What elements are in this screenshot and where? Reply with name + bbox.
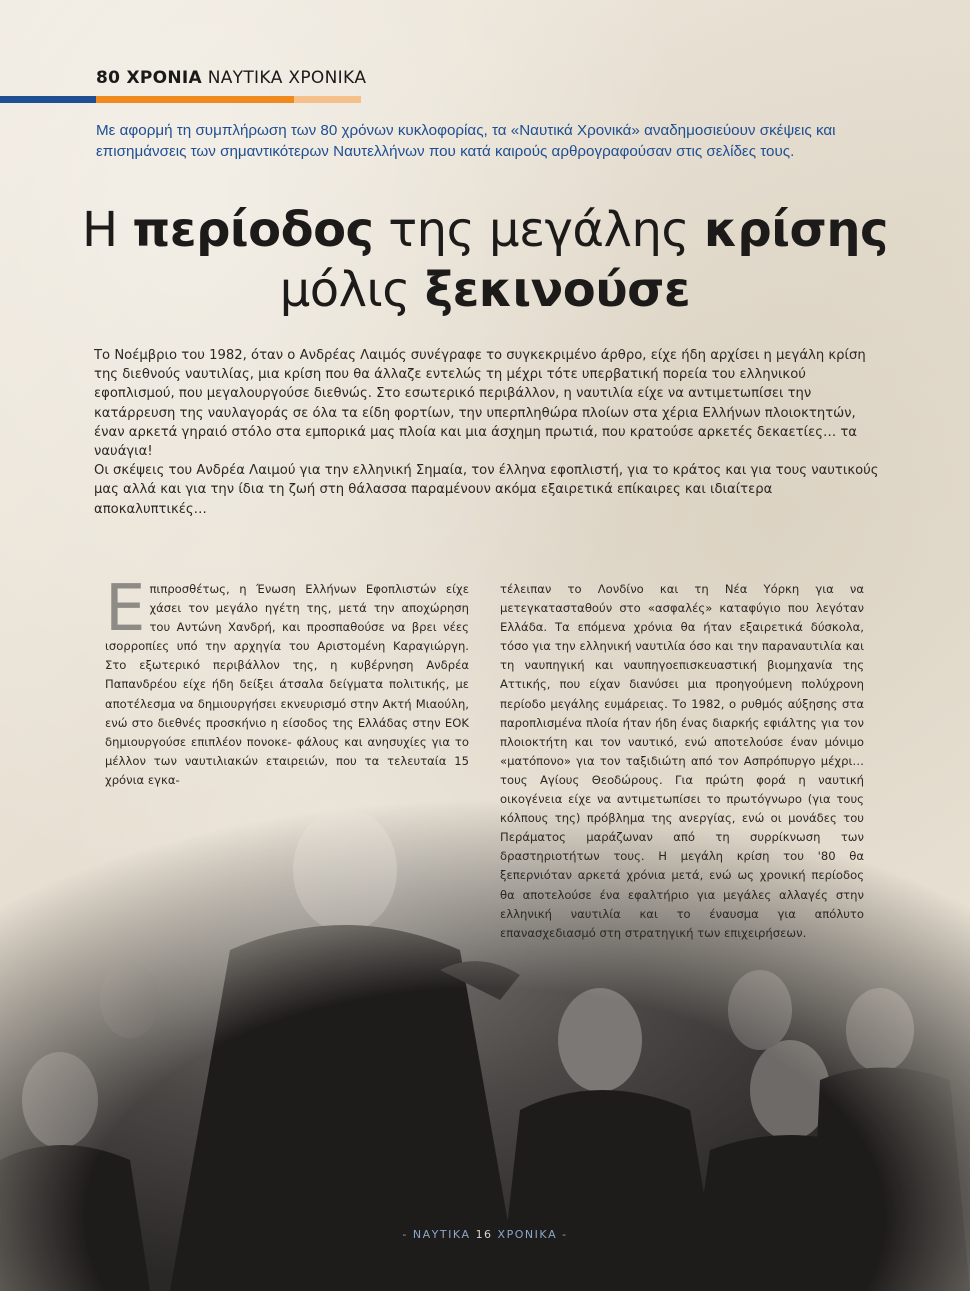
page-number: 16 xyxy=(475,1228,493,1241)
section-label xyxy=(96,68,366,88)
body-column-right: τέλειπαν το Λονδίνο και τη Νέα Υόρκη για να μετεγκατασταθούν στο «ασφαλές» καταφύγιο που λεγόταν Ελλάδα. Τα επόμενα χρόνια θα ήταν εξαιρετικά δύσκολα, τόσο για την ελληνική ναυτιλία όσο και την παραναυτιλία και τη ναυπηγική και ναυπηγοεπισκευαστική βιομηχανία της Αττικής, που είχαν διανύσει μια προηγούμενη πολύχρονη περίοδο μεγάλης ευμάρειας. Το 1982, ο ρυθμός αύξησης στα παροπλισμένα πλοία ήταν ήδη ένας διαρκής εφιάλτης για τον πλοιοκτήτη και τον ναυτικό, ενώ αποτελούσε έναν μόνιμο «ματόπονο» για τον ταξιδιώτη από τον Ασπρόπυργο μέχρι… τους Αγίους Θεοδώρους. Για πρώτη φορά η ναυτική οικογένεια είχε να αντιμετωπίσει το πρωτόγνωρο (για τους κόλπους της) πρόβλημα της ανεργίας, ενώ οι μονάδες του Περάματος μαράζωναν από τη συρρίκνωση των δραστηριοτήτων τους. Η μεγάλη κρίση του '80 θα ξεπερνιόταν αρκετά χρόνια μετά, ενώ ως χρονική περίοδος θα αποτελούσε ένα εφαλτήριο για μεγάλες αλλαγές στην ελληνική ναυτιλία και το έναυσμα για απόλυτο επανασχεδιασμό στη στρατηγική των επιχειρήσεων. xyxy=(500,582,864,940)
intro-text: Με αφορμή τη συμπλήρωση των 80 χρόνων κυκλοφορίας, τα «Ναυτικά Χρονικά» αναδημοσιεύουν σκέψεις και επισημάνσεις των σημαντικότερων Ναυτελλήνων που κατά καιρούς αρθρογραφούσαν στις σελίδες τους. xyxy=(96,122,836,160)
person-silhouette xyxy=(558,988,642,1092)
page-footer xyxy=(0,1228,970,1241)
person-silhouette xyxy=(293,808,397,932)
body-column-left xyxy=(105,572,469,790)
title-word: της μεγάλης xyxy=(373,202,704,258)
title-word-bold: ξεκινούσε xyxy=(424,262,691,318)
footer-left: - ΝΑΥΤΙΚΑ xyxy=(402,1228,476,1241)
dropcap: Ε xyxy=(105,572,146,646)
article-title xyxy=(0,200,970,320)
person-silhouette xyxy=(22,1052,98,1148)
section-label-rest: ΝΑΥΤΙΚΑ ΧΡΟΝΙΚΑ xyxy=(202,68,367,88)
section-label-bold: 80 ΧΡΟΝΙΑ xyxy=(96,68,203,88)
footer-right: ΧΡΟΝΙΚΑ - xyxy=(492,1228,568,1241)
person-silhouette xyxy=(500,1090,720,1291)
title-word-bold: κρίσης xyxy=(703,202,888,258)
title-word-bold: περίοδος xyxy=(132,202,374,258)
body-left-text: πιπροσθέτως, η Ένωση Ελλήνων Εφοπλιστών είχε χάσει τον μεγάλο ηγέτη της, μετά την αποχώρηση του Αντώνη Χανδρή, και προσπαθούσε να βρει νέες ισορροπίες υπό την αρχηγία του Αριστομένη Καραγιώργη. Στο εξωτερικό περιβάλλον της, η κυβέρνηση Ανδρέα Παπανδρέου είχε ήδη δείξει άτσαλα δείγματα πολιτικής, με αποτέλεσμα να δημιουργήσει εκνευρισμό στην Ακτή Μιαούλη, ενώ στο διεθνές προσκήνιο η είσοδος της Ελλάδας στην ΕΟΚ δημιουργούσε επιπλέον πονοκε- φάλους και ανησυχίες για το μέλλον των ναυτιλιακών εταιρειών, που τα τελευταία 15 χρόνια εγκα- xyxy=(105,582,469,787)
header-rule-orange xyxy=(96,96,294,103)
person-silhouette xyxy=(728,970,792,1050)
person-silhouette xyxy=(810,1068,970,1291)
header-rule-blue xyxy=(0,96,96,103)
person-silhouette xyxy=(846,988,914,1072)
lead-paragraph-1: Το Νοέμβριο του 1982, όταν ο Ανδρέας Λαιμός συνέγραφε το συγκεκριμένο άρθρο, είχε ήδη αρχίσει η μεγάλη κρίση της διεθνούς ναυτιλίας, μια κρίση που θα άλλαζε εντελώς τη μέχρι τότε υπερβατική πορεία του ελληνικού εφοπλισμού, που μεγαλουργούσε διεθνώς. Στο εσωτερικό περιβάλλον, η ναυτιλία είχε να αντιμετωπίσει την κατάρρευση της ναυλαγοράς σε όλα τα είδη φορτίων, την υπερπληθώρα πλοίων στα χέρια Ελλήνων πλοιοκτητών, έναν αρκετά γηραιό στόλο στα εμπορικά μας πλοία και μια άσχημη πρωτιά, που κρατούσε αρκετές δεκαετίες… τα ναυάγια! xyxy=(94,348,866,460)
title-word: Η xyxy=(82,202,133,258)
title-word: μόλις xyxy=(279,262,425,318)
header-rule-light-orange xyxy=(294,96,361,103)
lead-paragraph-2: Οι σκέψεις του Ανδρέα Λαιμού για την ελληνική Σημαία, τον έλληνα εφοπλιστή, για το κράτος και για τους ναυτικούς μας αλλά και για την ίδια τη ζωή στη θάλασσα παραμένουν ακόμα εξαιρετικά επίκαιρες και ιδιαίτερα αποκαλυπτικές… xyxy=(94,463,879,517)
person-silhouette xyxy=(0,1145,150,1291)
person-silhouette xyxy=(100,962,160,1038)
lead-text xyxy=(94,346,882,519)
